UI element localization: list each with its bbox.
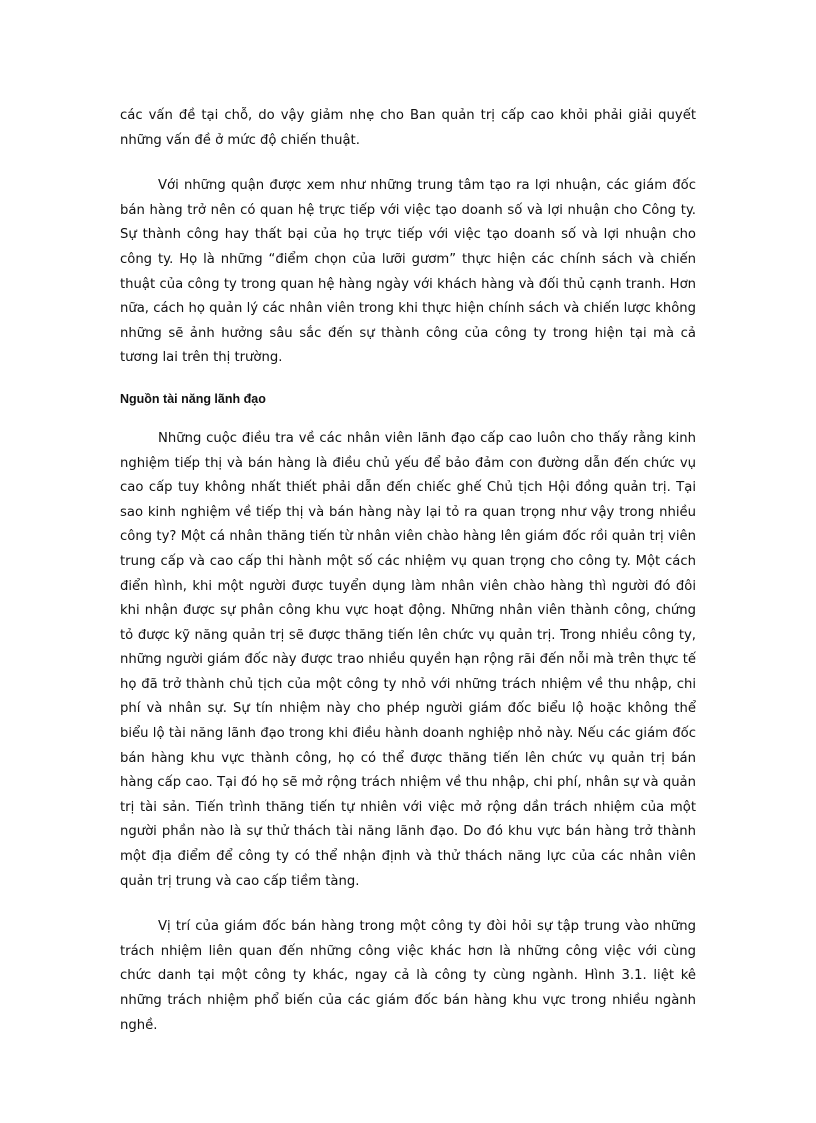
section-heading: Nguồn tài năng lãnh đạo [120,391,266,406]
paragraph-continuation: các vấn đề tại chỗ, do vậy giảm nhẹ cho Ban quản trị cấp cao khỏi phải giải quyết những vấn đề ở mức độ chiến thuật. [120,108,696,148]
paragraph-leadership: Những cuộc điều tra về các nhân viên lãnh đạo cấp cao luôn cho thấy rằng kinh nghiệm tiếp thị và bán hàng là điều chủ yếu để bảo đảm con đường dẫn đến chức vụ cao cấp tuy không nhất thiết phải dẫn đến chiếc ghế Chủ tịch Hội đồng quản trị. Tại sao kinh nghiệm về tiếp thị và bán hàng này lại tỏ ra quan trọng như vậy trong nhiều công ty? Một cá nhân thăng tiến từ nhân viên chào hàng lên giám đốc rồi quản trị viên trung cấp và cao cấp thi hành một số các nhiệm vụ quan trọng cho công ty. Một cách điển hình, khi một người được tuyển dụng làm nhân viên chào hàng thì người đó đôi khi nhận được sự phân công khu vực hoạt động. Những nhân viên thành công, chứng tỏ được kỹ năng quản trị sẽ được thăng tiến lên chức vụ quản trị. Trong nhiều công ty, những người giám đốc này được trao nhiều quyền hạn rộng rãi đến nỗi mà trên thực tế họ đã trở thành chủ tịch của một công ty nhỏ với những trách nhiệm về thu nhập, chi phí và nhân sự. Sự tín nhiệm này cho phép người giám đốc biểu lộ hoặc không thể biểu lộ tài năng lãnh đạo trong khi điều hành doanh nghiệp nhỏ này. Nếu các giám đốc bán hàng khu vực thành công, họ có thể được thăng tiến lên chức vụ quản trị bán hàng cấp cao. Tại đó họ sẽ mở rộng trách nhiệm về thu nhập, chi phí, nhân sự và quản trị tài sản. Tiến trình thăng tiến tự nhiên với việc mở rộng dần trách nhiệm của một người phần nào là sự thử thách tài năng lãnh đạo. Do đó khu vực bán hàng trở thành một địa điểm để công ty có thể nhận định và thử thách năng lực của các nhân viên quản trị trung và cao cấp tiềm tàng. [120,430,696,889]
document-page [120,104,696,1038]
paragraph-profit-centers: Với những quận được xem như những trung tâm tạo ra lợi nhuận, các giám đốc bán hàng trở nên có quan hệ trực tiếp với việc tạo doanh số và lợi nhuận cho Công ty. Sự thành công hay thất bại của họ trực tiếp với việc tạo doanh số và lợi nhuận cho công ty. Họ là những “điểm chọn của lưỡi gươm” thực hiện các chính sách và chiến thuật của công ty trong quan hệ hàng ngày với khách hàng và đối thủ cạnh tranh. Hơn nữa, cách họ quản lý các nhân viên trong khi thực hiện chính sách và chiến lược không những sẽ ảnh hưởng sâu sắc đến sự thành công của công ty trong hiện tại mà cả tương lai trên thị trường. [120,178,696,366]
paragraph-sales-manager-role: Vị trí của giám đốc bán hàng trong một công ty đòi hỏi sự tập trung vào những trách nhiệm liên quan đến những công việc khác hơn là những công việc với cùng chức danh tại một công ty khác, ngay cả là công ty cùng ngành. Hình 3.1. liệt kê những trách nhiệm phổ biến của các giám đốc bán hàng khu vực trong nhiều ngành nghề. [120,919,696,1033]
